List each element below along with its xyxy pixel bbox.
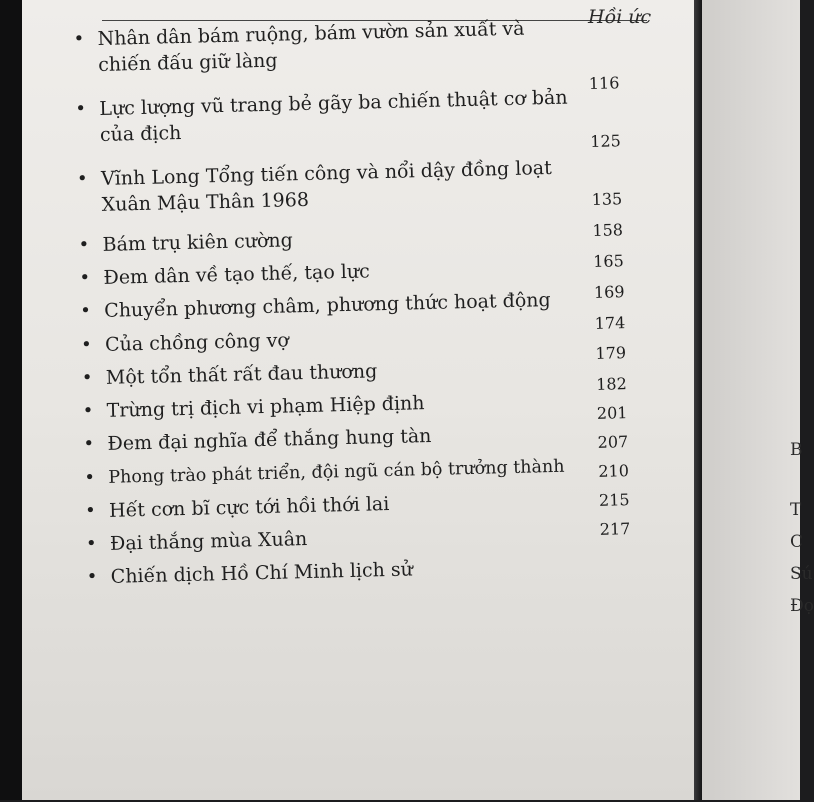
toc-item-title: Đem đại nghĩa để thắng hung tàn bbox=[107, 424, 432, 455]
bullet: • bbox=[76, 168, 88, 190]
toc-item-title: Bám trụ kiên cường bbox=[102, 229, 294, 256]
toc-item-title: Chiến dịch Hồ Chí Minh lịch sử bbox=[110, 558, 414, 588]
facing-page-text: C bbox=[790, 532, 804, 552]
page-number: 135 bbox=[591, 189, 623, 209]
toc-item-title: Nhân dân bám ruộng, bám vườn sản xuất và bbox=[97, 17, 525, 50]
bullet: • bbox=[84, 500, 97, 522]
page-number: 217 bbox=[599, 519, 631, 539]
bullet: • bbox=[85, 533, 97, 555]
facing-page-text: B bbox=[790, 440, 803, 460]
toc-item-title-continued: của địch bbox=[99, 121, 182, 146]
page-number: 125 bbox=[590, 131, 622, 151]
bullet: • bbox=[80, 334, 92, 356]
bullet: • bbox=[82, 400, 94, 422]
page-number: 215 bbox=[598, 490, 630, 510]
facing-page-text: T bbox=[790, 500, 802, 520]
page-number: 207 bbox=[597, 432, 629, 452]
facing-page-text: Sú bbox=[790, 564, 813, 584]
toc-item-title: Đại thắng mùa Xuân bbox=[109, 528, 308, 555]
bullet: • bbox=[79, 267, 91, 289]
bullet: • bbox=[81, 367, 93, 389]
page-number: 182 bbox=[595, 374, 627, 394]
page-number: 158 bbox=[592, 220, 624, 240]
page-number: 210 bbox=[598, 461, 630, 481]
facing-page-text: Đọ bbox=[790, 596, 814, 616]
toc-item-title: Phong trào phát triển, đội ngũ cán bộ trưởng thành bbox=[108, 456, 565, 488]
toc-item-title: Một tổn thất rất đau thương bbox=[105, 360, 378, 389]
toc-item-title: Vĩnh Long Tổng tiến công và nổi dậy đồng loạt bbox=[100, 156, 552, 190]
page-number: 174 bbox=[594, 313, 626, 333]
toc-item-title-continued: chiến đấu giữ làng bbox=[97, 49, 278, 76]
bullet: • bbox=[73, 28, 85, 50]
toc-item-title: Trừng trị địch vi phạm Hiệp định bbox=[106, 392, 425, 422]
toc-item-title: Của chồng công vợ bbox=[104, 329, 290, 356]
bullet: • bbox=[86, 566, 98, 588]
toc-item-title-continued: Xuân Mậu Thân 1968 bbox=[101, 188, 310, 216]
page-number: 201 bbox=[596, 403, 628, 423]
bullet: • bbox=[75, 98, 87, 120]
page-number: 179 bbox=[595, 343, 627, 363]
toc-item-title: Đem dân về tạo thế, tạo lực bbox=[103, 260, 370, 289]
page-number: 116 bbox=[588, 73, 620, 93]
bullet: • bbox=[84, 467, 96, 489]
bullet: • bbox=[80, 300, 92, 322]
toc-item-title: Chuyển phương châm, phương thức hoạt động bbox=[103, 288, 551, 322]
toc-item-title: Hết cơn bĩ cực tới hồi thới lai bbox=[108, 492, 390, 522]
bullet: • bbox=[83, 433, 95, 455]
bullet: • bbox=[78, 234, 90, 256]
toc-item-title: Lực lượng vũ trang bẻ gãy ba chiến thuật cơ bản bbox=[99, 86, 568, 120]
facing-page bbox=[702, 0, 800, 800]
page-number: 165 bbox=[592, 251, 624, 271]
running-header: Hồi ức bbox=[588, 6, 652, 28]
page-number: 169 bbox=[593, 282, 625, 302]
